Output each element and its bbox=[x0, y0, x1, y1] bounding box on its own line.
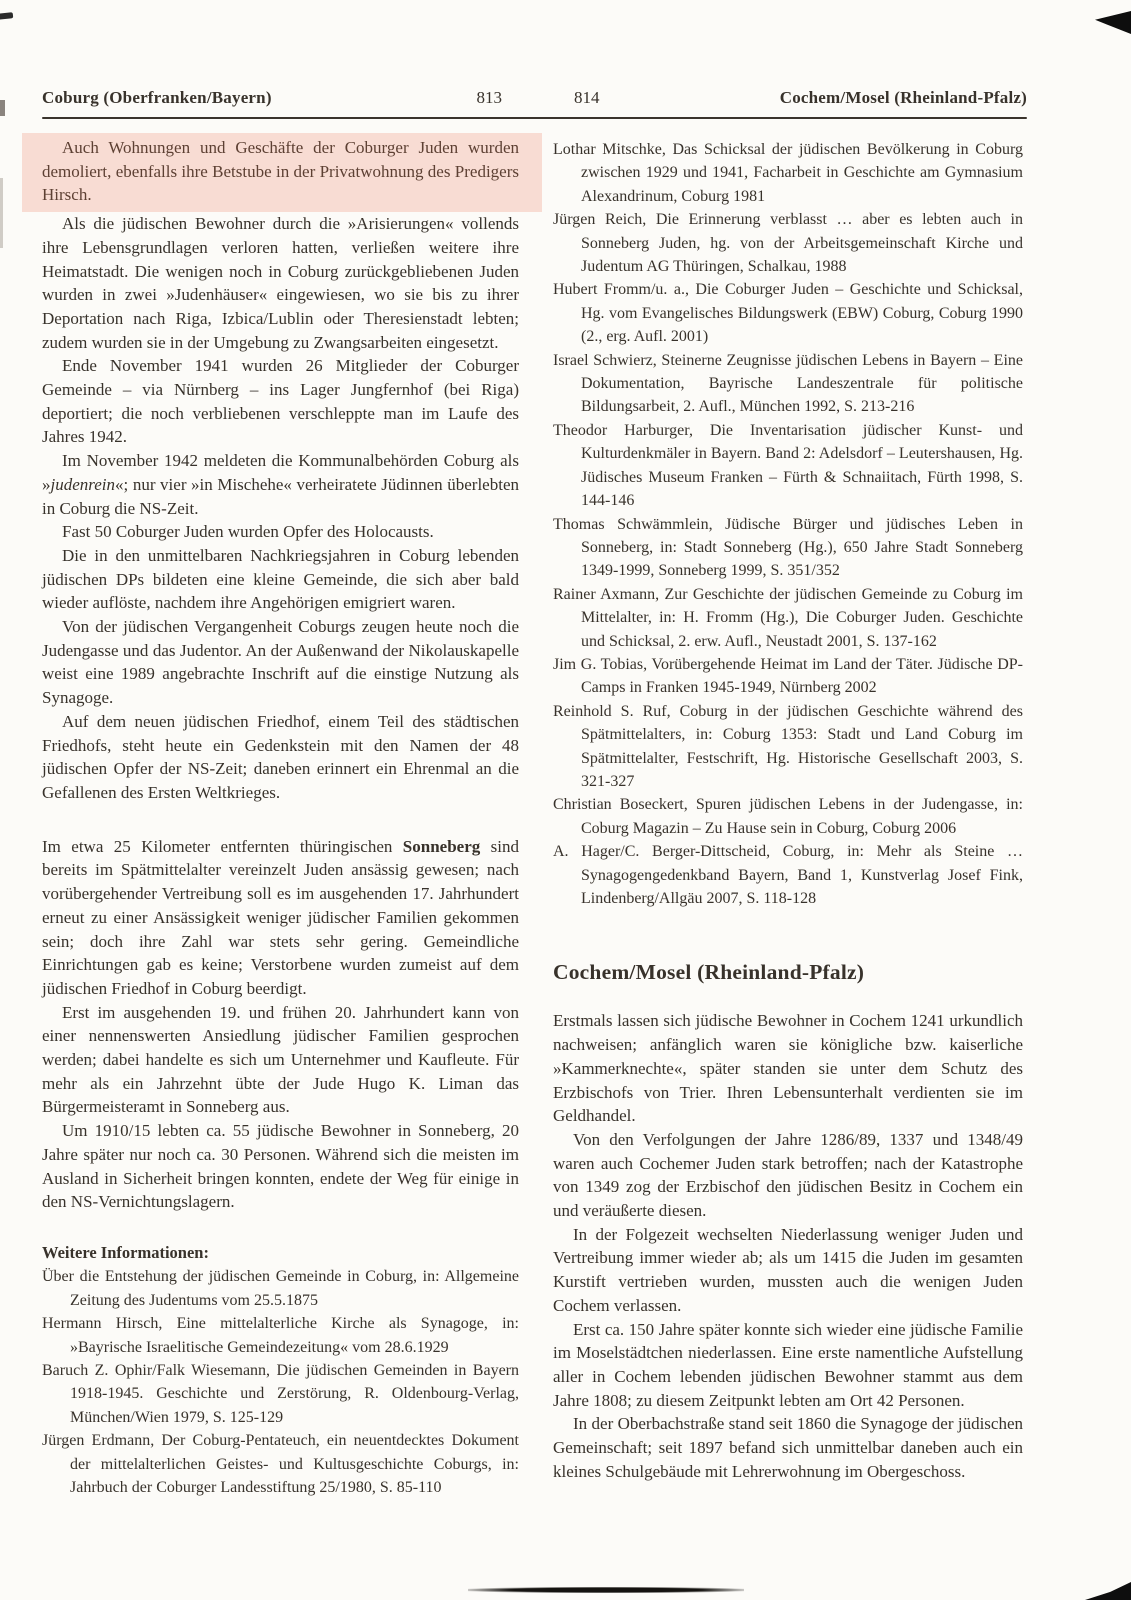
paragraph-highlighted: Auch Wohnungen und Geschäfte der Coburger Juden wurden demoliert, ebenfalls ihre Betstube in der Privatwohnung des Predigers Hirsch. bbox=[42, 138, 519, 205]
bibliography-entry: Hermann Hirsch, Eine mittelalterliche Kirche als Synagoge, in: »Bayrische Israelitische Gemeindezeitung« vom 28.6.1929 bbox=[42, 1315, 519, 1356]
paragraph: Von der jüdischen Vergangenheit Coburgs zeugen heute noch die Judengasse und das Judentor. An der Außenwand der Nikolauskapelle weist eine 1989 angebrachte Inschrift auf die einstige Nutzung als Synagoge. bbox=[42, 617, 519, 708]
bibliography-entry: Baruch Z. Ophir/Falk Wiesemann, Die jüdischen Gemeinden in Bayern 1918-1945. Geschichte und Zerstörung, R. Oldenbourg-Verlag, München/Wien 1979, S. 125-129 bbox=[42, 1361, 519, 1426]
bibliography-entry: Reinhold S. Ruf, Coburg in der jüdischen Geschichte während des Spätmittelalters, in: Coburg 1353: Stadt und Land Coburg im Spätmittelalter, Festschrift, Hg. Historische Gesellschaft 2003, S. 321-327 bbox=[553, 702, 1023, 790]
scan-artifact-bottom-shadow-line bbox=[468, 1587, 744, 1593]
paragraph: Erst ca. 150 Jahre später konnte sich wieder eine jüdische Familie im Moselstädtchen niederlassen. Eine erste namentliche Aufstellung aller in Cochem lebenden jüdischen Bewohner stammt aus dem Jahre 1808; zu diesem Zeitpunkt lebten am Ort 42 Personen. bbox=[553, 1319, 1023, 1410]
bold-place-name: Sonneberg bbox=[402, 836, 481, 856]
paragraph: Von den Verfolgungen der Jahre 1286/89, 1337 und 1348/49 waren auch Cochemer Juden stark betroffen; nach der Katastrophe von 1349 zog der Erzbischof den jüdischen Besitz in Cochem ein und veräußerte diesen. bbox=[553, 1129, 1023, 1221]
italic-term: judenrein bbox=[50, 474, 116, 494]
paragraph-text: sind bereits im Spätmittelalter vereinzelt Juden ansässig gewesen; nach vorübergehender Vertreibung soll es im ausgehenden 17. Jahrhundert erneut zu einer Ansässigkeit weniger jüdischer Familien gekommen sein; doch ihre Zahl war stets sehr gering. Gemeindliche Einrichtungen gab es keine; Verstorbene wurden zumeist auf dem jüdischen Friedhof in Coburg beerdigt. bbox=[42, 836, 519, 998]
bibliography-entry: A. Hager/C. Berger-Dittscheid, Coburg, in: Mehr als Steine … Synagogengedenkband Bayern, Band 1, Kunstverlag Josef Fink, Lindenberg/Allgäu 2007, S. 118-128 bbox=[553, 843, 1023, 907]
bibliography-entry: Hubert Fromm/u. a., Die Coburger Juden – Geschichte und Schicksal, Hg. vom Evangelisches Bildungswerk (EBW) Coburg, Coburg 1990 (2., erg. Aufl. 2001) bbox=[553, 281, 1023, 346]
scan-artifact-left-edge-mark bbox=[0, 100, 5, 116]
bibliography-entry: Jürgen Reich, Die Erinnerung verblasst … aber es lebten auch in Sonneberg Juden, hg. von der Arbeitsgemeinschaft Kirche und Judentum AG Thüringen, Schalkau, 1988 bbox=[553, 211, 1023, 276]
paragraph-text: Im etwa 25 Kilometer entfernten thüringischen bbox=[42, 836, 403, 856]
paragraph: Die in den unmittelbaren Nachkriegsjahren in Coburg lebenden jüdischen DPs bildeten eine kleine Gemeinde, die sich aber bald wieder auflöste, nachdem ihre Angehörigen emigriert waren. bbox=[42, 545, 519, 613]
scan-artifact-bottom-right-wedge bbox=[1085, 1582, 1131, 1600]
left-column bbox=[42, 133, 519, 1499]
paragraph-text: «; nur vier »in Mischehe« verheiratete Jüdinnen überlebten in Coburg die NS-Zeit. bbox=[42, 474, 519, 518]
paragraph-sonneberg bbox=[42, 835, 519, 1001]
right-column bbox=[553, 138, 1023, 1483]
paragraph: In der Oberbachstraße stand seit 1860 die Synagoge der jüdischen Gemeinschaft; seit 1897 befand sich unmittelbar daneben auch ein kleines Schulgebäude mit Lehrerwohnung im Obergeschoss. bbox=[553, 1414, 1023, 1481]
paragraph-text: Im November 1942 meldeten die Kommunalbehörden Coburg als » bbox=[42, 451, 519, 494]
section-heading-cochem: Cochem/Mosel (Rheinland-Pfalz) bbox=[553, 960, 865, 985]
bibliography-entry: Theodor Harburger, Die Inventarisation jüdischer Kunst- und Kulturdenkmäler in Bayern. Band 2: Adelsdorf – Leutershausen, Hg. Jüdisches Museum Franken – Fürth & Schnaiitach, Fürth 1998, S. 144-146 bbox=[553, 421, 1023, 510]
paragraph: Auf dem neuen jüdischen Friedhof, einem Teil des städtischen Friedhofs, steht heute ein Gedenkstein mit den Namen der 48 jüdischen Opfer der NS-Zeit; daneben erinnert ein Ehrenmal an die Gefallenen des Ersten Weltkrieges. bbox=[42, 711, 519, 802]
paragraph: Um 1910/15 lebten ca. 55 jüdische Bewohner in Sonneberg, 20 Jahre später nur noch ca. 30 Personen. Während sich die meisten im Ausland in Sicherheit bringen konnten, endete der Weg für einige in den NS-Vernichtungslagern. bbox=[42, 1121, 519, 1212]
running-header-left-title: Coburg (Oberfranken/Bayern) bbox=[42, 88, 272, 107]
page-number-right: 814 bbox=[574, 88, 600, 107]
bibliography-entry: Rainer Axmann, Zur Geschichte der jüdischen Gemeinde zu Coburg im Mittelalter, in: H. Fromm (Hg.), Die Coburger Juden. Geschichte und Schicksal, 2. erw. Aufl., Neustadt 2001, S. 137-162 bbox=[553, 585, 1023, 650]
page-number-left: 813 bbox=[476, 88, 502, 107]
more-information-heading: Weitere Informationen: bbox=[42, 1242, 209, 1262]
paragraph: Erst im ausgehenden 19. und frühen 20. Jahrhundert kann von einer nennenswerten Ansiedlung jüdischer Familien gesprochen werden; dabei handelte es sich um Unternehmer und Kaufleute. Für mehr als ein Jahrzehnt übte der Jude Hugo K. Liman das Bürgermeisteramt in Sonneberg aus. bbox=[42, 1002, 519, 1117]
bibliography-entry: Über die Entstehung der jüdischen Gemeinde in Coburg, in: Allgemeine Zeitung des Judentums vom 25.5.1875 bbox=[42, 1268, 519, 1309]
paragraph: In der Folgezeit wechselten Niederlassung weniger Juden und Vertreibung immer wieder ab; als um 1415 die Juden im gesamten Kurstift vertrieben wurden, mussten auch die wenigen Juden Cochem verlassen. bbox=[553, 1224, 1023, 1315]
bibliography-entry: Jim G. Tobias, Vorübergehende Heimat im Land der Täter. Jüdische DP-Camps in Franken 1945-1949, Nürnberg 2002 bbox=[553, 655, 1023, 697]
paragraph: Erstmals lassen sich jüdische Bewohner in Cochem 1241 urkundlich nachweisen; anfänglich waren sie königliche bzw. kaiserliche »Kammerknechte«, später standen sie unter dem Schutz des Erzbischofs von Trier. Ihren Lebensunterhalt verdienten sie im Geldhandel. bbox=[553, 1011, 1023, 1126]
highlighted-passage bbox=[22, 133, 542, 212]
running-header-right-title: Cochem/Mosel (Rheinland-Pfalz) bbox=[779, 88, 1027, 107]
header-rule bbox=[42, 117, 1027, 119]
paragraph: Fast 50 Coburger Juden wurden Opfer des Holocausts. bbox=[62, 522, 434, 542]
bibliography-entry: Christian Boseckert, Spuren jüdischen Lebens in der Judengasse, in: Coburg Magazin – Zu Hause sein in Coburg, Coburg 2006 bbox=[553, 796, 1023, 837]
scan-artifact-top-right-wedge bbox=[1095, 11, 1131, 34]
bibliography-entry: Lothar Mitschke, Das Schicksal der jüdischen Bevölkerung in Coburg zwischen 1929 und 1941, Facharbeit in Geschichte am Gymnasium Alexandrinum, Coburg 1981 bbox=[553, 141, 1023, 205]
bibliography-entry: Thomas Schwämmlein, Jüdische Bürger und jüdisches Leben in Sonneberg, in: Stadt Sonneberg (Hg.), 650 Jahre Stadt Sonneberg 1349-1999, Sonneberg 1999, S. 351/352 bbox=[553, 515, 1023, 580]
paragraph: Ende November 1941 wurden 26 Mitglieder der Coburger Gemeinde – via Nürnberg – ins Lager Jungfernhof (bei Riga) deportiert; die noch verbliebenen verschleppte man im Laufe des Jahres 1942. bbox=[42, 356, 519, 447]
paragraph bbox=[42, 449, 519, 520]
bibliography-entry: Jürgen Erdmann, Der Coburg-Pentateuch, ein neuentdecktes Dokument der mittelalterlichen Geistes- und Kultusgeschichte Coburgs, in: Jahrbuch der Coburger Landesstiftung 25/1980, S. 85-110 bbox=[42, 1432, 519, 1496]
scan-artifact-left-edge-sliver bbox=[0, 178, 3, 248]
scan-artifact-top-left-dash bbox=[0, 12, 13, 20]
bibliography-entry: Israel Schwierz, Steinerne Zeugnisse jüdischen Lebens in Bayern – Eine Dokumentation, Bayrische Landeszentrale für politische Bildungsarbeit, 2. Aufl., München 1992, S. 213-216 bbox=[553, 351, 1023, 416]
paragraph: Als die jüdischen Bewohner durch die »Arisierungen« vollends ihre Lebensgrundlagen verloren hatten, verließen weitere ihre Heimatstadt. Die wenigen noch in Coburg zurückgebliebenen Juden wurden in zwei »Judenhäuser« eingewiesen, wo sie bis zu ihrer Deportation nach Riga, Izbica/Lublin oder Theresienstadt lebten; zudem wurden sie in der Umgebung zu Zwangsarbeiten eingesetzt. bbox=[42, 214, 519, 352]
